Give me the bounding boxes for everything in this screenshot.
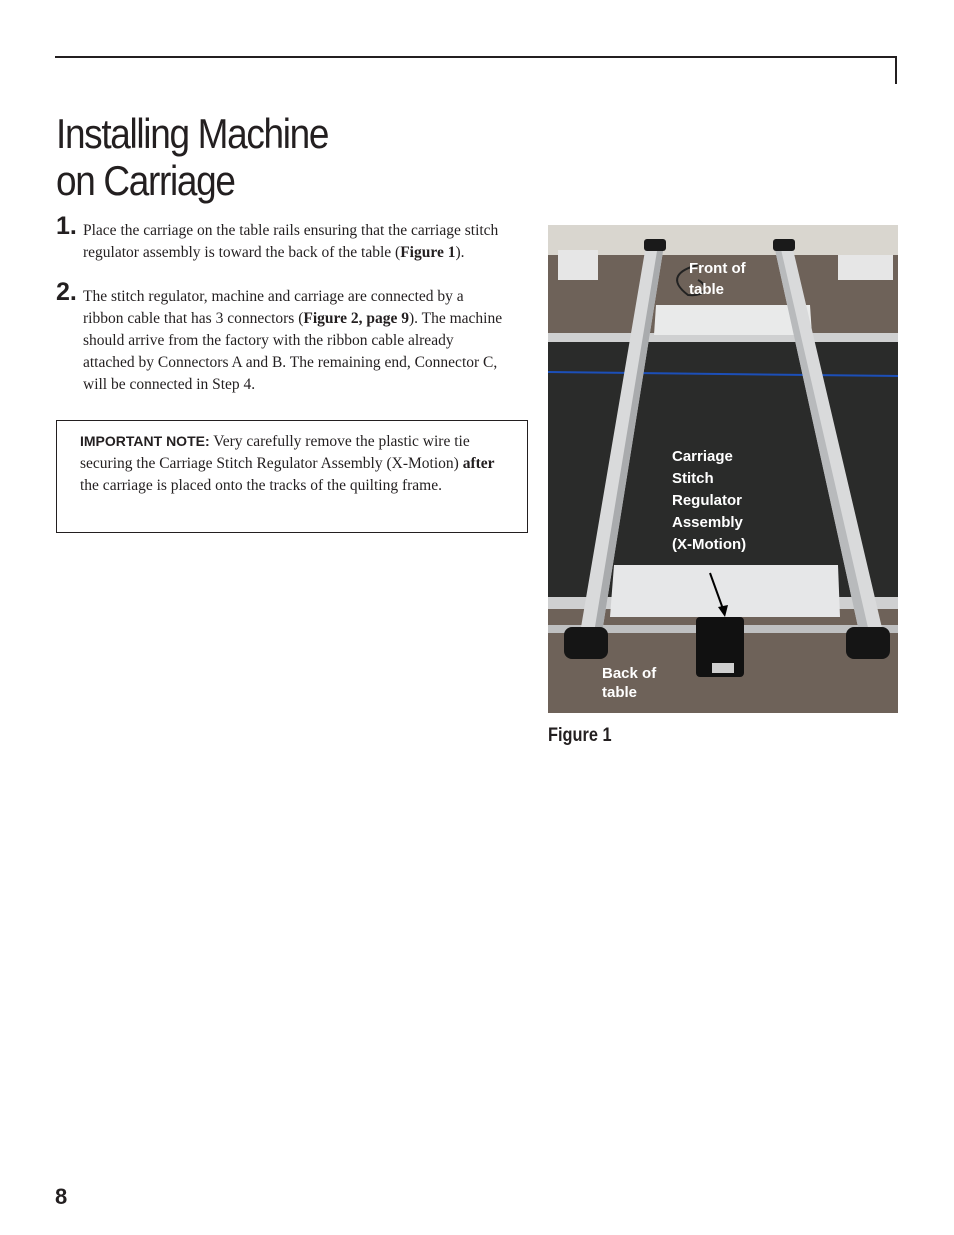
label-line: Front of <box>689 260 746 277</box>
page-title-line-1: Installing Machine <box>56 110 329 157</box>
page-title-line-2: on Carriage <box>56 157 235 204</box>
header-rule-tick <box>895 56 897 84</box>
label-line: Back of <box>602 665 657 682</box>
step-text <box>83 220 536 264</box>
stitch-regulator-connector <box>712 663 734 673</box>
step-text-end: ). <box>455 244 465 261</box>
label-line: Assembly <box>672 514 743 531</box>
figure-caption: Figure 1 <box>548 725 612 746</box>
step-2 <box>56 278 506 396</box>
label-line: (X-Motion) <box>672 536 747 553</box>
important-note-text-start: Very carefully remove the plastic wire tie securing the Carriage Stitch Regulator Assembly (X-Motion) <box>80 433 470 472</box>
step-text-start: Place the carriage on the table rails ensuring that the carriage stitch regulator assembly is toward the back of the table ( <box>83 222 499 261</box>
important-note-box <box>56 420 528 533</box>
step-text <box>83 286 506 396</box>
label-line: Stitch <box>672 470 714 487</box>
rail-end-cap <box>773 239 795 251</box>
step-text-end: ). The machine should arrive from the factory with the ribbon cable already attached by Connectors A and B. The remaining end, Connector C, will be connected in Step 4. <box>83 310 503 393</box>
label-line: table <box>689 281 725 298</box>
header-rule <box>55 56 897 58</box>
figure-reference: Figure 1 <box>400 244 456 261</box>
label-line: table <box>602 684 638 701</box>
table-leg <box>838 255 893 280</box>
step-1 <box>56 212 536 264</box>
page-title <box>56 110 328 204</box>
step-text-start: The stitch regulator, machine and carriage are connected by a ribbon cable that has 3 connectors ( <box>83 288 464 327</box>
label-carriage-stitch-regulator <box>672 446 746 556</box>
label-back-of-table <box>602 664 656 702</box>
label-line: Carriage <box>672 448 733 465</box>
important-note-emphasis: after <box>462 455 495 472</box>
important-note-label: IMPORTANT NOTE: <box>80 433 210 449</box>
important-note-text-end: the carriage is placed onto the tracks of the quilting frame. <box>80 477 442 494</box>
label-line: Regulator <box>672 492 743 509</box>
step-number: 1. <box>56 212 77 240</box>
label-front-of-table <box>689 258 746 300</box>
page-number: 8 <box>55 1184 68 1209</box>
figure-reference: Figure 2, page 9 <box>303 310 409 327</box>
step-number: 2. <box>56 278 77 306</box>
rail-end-cap-wheel <box>564 627 608 659</box>
rail-end-cap-wheel <box>846 627 890 659</box>
figure-1-photo <box>548 225 898 713</box>
table-leg <box>558 250 598 280</box>
rail-end-cap <box>644 239 666 251</box>
